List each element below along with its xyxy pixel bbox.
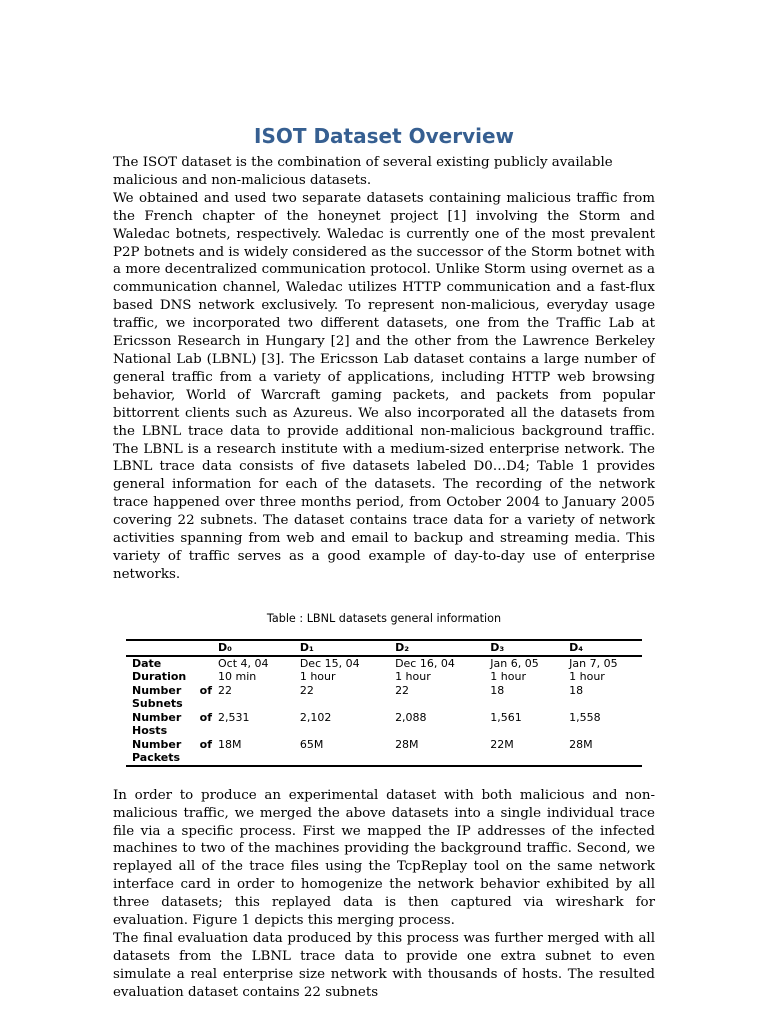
table-cell: 18 — [569, 683, 584, 697]
table-header-cell: D₄ — [563, 640, 642, 656]
row-label-line: Packets — [132, 751, 180, 765]
document-title: ISOT Dataset Overview — [254, 124, 514, 148]
body-continuation — [113, 787, 655, 1002]
merging-paragraph: In order to produce an experimental dataset with both malicious and non-malicious traffic, we merged the above datasets into a single individual trace file via a specific process. First we mapped the IP addresses of the infected machines to two of the machines providing the background traffic. Second, we replayed all of the trace files using the TcpReplay tool on the same network interface card in order to homogenize the network behavior exhibited by all three datasets; this replayed data is then captured via wireshark for evaluation. Figure 1 depicts this merging process. — [113, 787, 655, 929]
table-cell: 1 hour — [490, 670, 526, 684]
table-cell: 2,102 — [299, 710, 332, 724]
row-label-line: Hosts — [132, 724, 168, 738]
row-label — [126, 738, 212, 766]
table-header-cell — [126, 640, 212, 656]
table-cell: 22 — [395, 683, 410, 697]
table-row — [126, 711, 642, 738]
table-cell: Jan 6, 05 — [490, 656, 539, 670]
table-row — [126, 738, 642, 766]
evaluation-paragraph: The final evaluation data produced by this process was further merged with all datasets from the LBNL trace data to provide one extra subnet to even simulate a real enterprise size network with thousands of hosts. The resulted evaluation dataset contains 22 subnets — [113, 931, 655, 1000]
row-label-line: Number of — [132, 683, 212, 697]
table-header-cell: D₁ — [294, 640, 389, 656]
table-row — [126, 670, 642, 684]
table-cell: Dec 16, 04 — [395, 656, 455, 670]
table-header-cell: D₃ — [484, 640, 563, 656]
table-cell: Dec 15, 04 — [299, 656, 360, 670]
table-cell: 10 min — [218, 670, 257, 684]
table-cell: 2,088 — [395, 710, 427, 724]
table-header-cell: D₂ — [389, 640, 484, 656]
row-label-line: Number of — [132, 737, 212, 751]
table-cell: Jan 7, 05 — [569, 656, 618, 670]
table-cell: 18M — [212, 738, 294, 766]
table-row — [126, 656, 642, 671]
row-label-line: Date — [132, 656, 162, 670]
table-cell: 1 hour — [299, 670, 336, 684]
lbnl-datasets-table — [126, 639, 642, 767]
row-label-line: Duration — [132, 670, 187, 684]
table-cell: 1,561 — [490, 710, 522, 724]
table-cell: 1 hour — [395, 670, 431, 684]
table-caption: Table : LBNL datasets general information — [266, 611, 502, 625]
table-cell: 28M — [563, 738, 642, 766]
table-cell: 22M — [484, 738, 563, 766]
row-label — [126, 711, 212, 738]
table-cell: 28M — [389, 738, 484, 766]
datasets-paragraph: We obtained and used two separate datasets containing malicious traffic from the French chapter of the honeynet project [1] involving the Storm and Waledac botnets, respectively. Waledac is currently one of the most prevalent P2P botnets and is widely considered as the successor of the Storm botnet with a more decentralized communication protocol. Unlike Storm using overnet as a communication channel, Waledac utilizes HTTP communication and a fast-flux based DNS network exclusively. To represent non-malicious, everyday usage traffic, we incorporated two different datasets, one from the Traffic Lab at Ericsson Research in Hungary [2] and the other from the Lawrence Berkeley National Lab (LBNL) [3]. The Ericsson Lab dataset contains a large number of general traffic from a variety of applications, including HTTP web browsing behavior, World of Warcraft gaming packets, and packets from popular bittorrent clients such as Azureus. We also incorporated all the datasets from the LBNL trace data to provide additional non-malicious background traffic. The LBNL is a research institute with a medium-sized enterprise network. The LBNL trace data consists of five datasets labeled D0…D4; Table 1 provides general information for each of the datasets. The recording of the network trace happened over three months period, from October 2004 to January 2005 covering 22 subnets. The dataset contains trace data for a variety of network activities spanning from web and email to backup and streaming media. This variety of traffic serves as a good example of day-to-day use of enterprise networks. — [113, 190, 655, 582]
table-cell: 65M — [294, 738, 389, 766]
table-row — [126, 684, 642, 711]
row-label — [126, 656, 212, 671]
document-page — [113, 122, 655, 1002]
table-cell: 1,558 — [569, 710, 601, 724]
table-header-cell: D₀ — [212, 640, 294, 656]
row-label — [126, 684, 212, 711]
row-label-line: Number of — [132, 710, 212, 724]
table-header-row — [126, 640, 642, 656]
row-label-line: Subnets — [132, 697, 183, 711]
table-cell: 22 — [218, 683, 232, 697]
row-label — [126, 670, 212, 684]
table-cell: 22 — [299, 683, 314, 697]
table-cell: 2,531 — [218, 710, 250, 724]
table-cell: Oct 4, 04 — [218, 656, 269, 670]
table-cell: 1 hour — [569, 670, 605, 684]
table-cell: 18 — [490, 683, 505, 697]
intro-paragraph: The ISOT dataset is the combination of several existing publicly available malicious and non-malicious datasets. — [113, 155, 613, 188]
